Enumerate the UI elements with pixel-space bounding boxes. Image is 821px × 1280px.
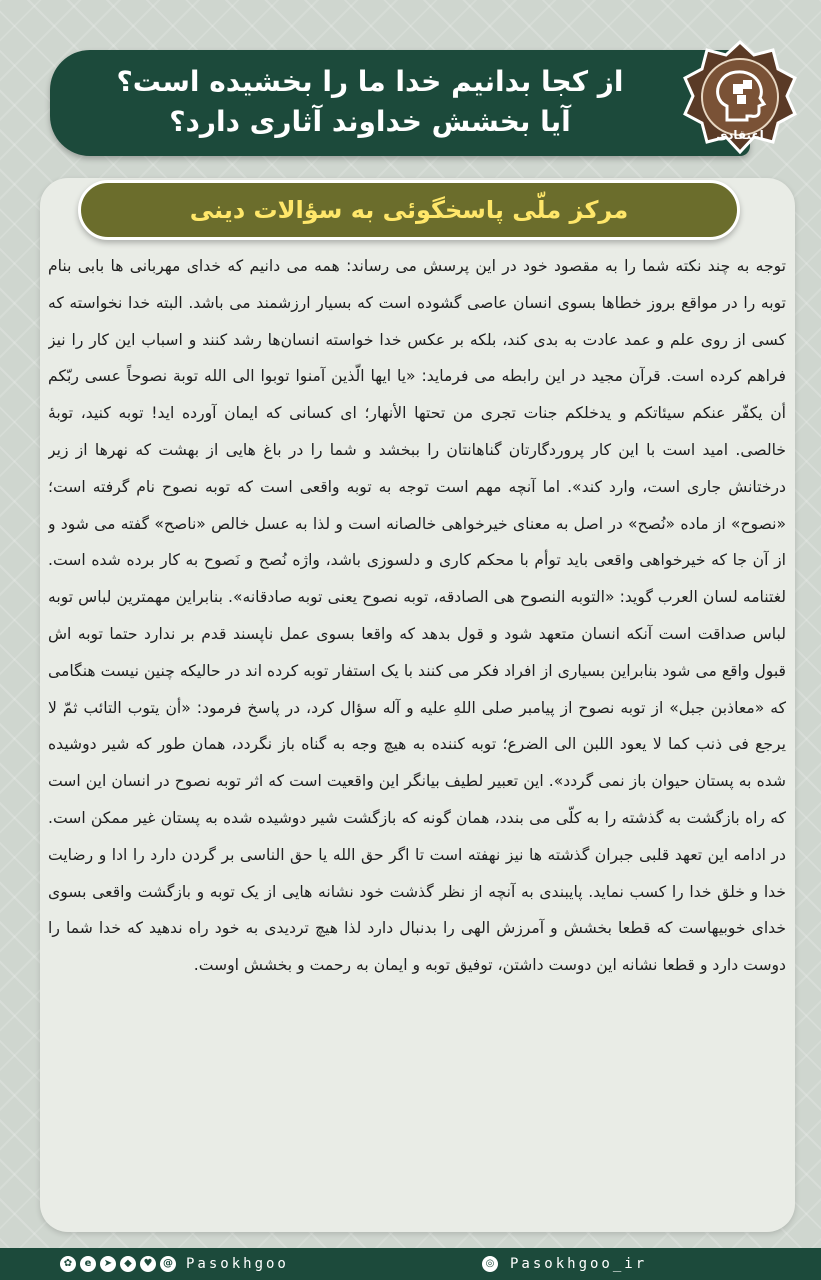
subtitle-banner: مرکز ملّی پاسخگوئی به سؤالات دینی (78, 180, 740, 240)
category-badge (681, 40, 799, 158)
rubika-icon[interactable]: ◆ (120, 1256, 136, 1272)
footer-bar (0, 1248, 821, 1280)
bale-icon[interactable]: ♥ (140, 1256, 156, 1272)
title-banner (50, 50, 750, 156)
footer-handle-right[interactable]: Pasokhgoo_ir (510, 1256, 648, 1272)
title-line-1: از کجا بدانیم خدا ما را بخشیده است؟ (116, 65, 624, 98)
footer-handle-left[interactable]: Pasokhgoo (186, 1256, 289, 1272)
instagram-icon[interactable]: ◎ (482, 1256, 498, 1272)
answer-text: توجه به چند نکته شما را به مقصود خود در این پرسش می رساند: همه می دانیم که خدای مهربانی ها بابی بنام توبه را در مواقع بروز خطاها بسوی انسان عاصی گشوده است که بسیار ارزشمند می باشد. البته خدا نخواسته که کسی از روی علم و عمد عادت به بدی کند، بلکه بر عکس خدا خواسته انسان‌ها رشد کنند و اسباب این کار را نیز فراهم کرده است. قرآن مجید در این رابطه می فرماید: «یا ایها الّذین آمنوا توبوا الی الله توبة نصوحاً عسی ربّکم أن یکفّر عنکم سیئاتکم و یدخلکم جنات تجری من تحتها الأنهار؛ ای کسانی که ایمان آورده اید! توبه کنید، توبهٔ خالصی. امید است با این کار پروردگارتان گناهانتان را ببخشد و شما را در باغ هایی از بهشت که نهرها از زیر درختانش جاری است، وارد کند». اما آنچه مهم است توجه به توبه واقعی است که توبه نصوح نام گرفته است؛ «نصوح» از ماده «نُصح» در اصل به معنای خیرخواهی خالصانه است و لذا به عسل خالص «ناصح» گفته می شود و از آن جا که خیرخواهی واقعی باید توأم با محکم کاری و دلسوزی باشد، واژه نُصح و نَصوح به کار برده شده است. لغتنامه لسان العرب گوید: «التوبه النصوح هی الصادقه، توبه نصوح یعنی توبه صادقانه». بنابراین مهمترین لباس توبه لباس صداقت است آنکه انسان متعهد شود و قول بدهد که واقعا بسوی عمل ناپسند قدم بر ندارد حتما توبه اش قبول واقع می شود بنابراین بسیاری از افراد فکر می کنند با یک استفار توبه کرده اند در حالیکه چنین نیست هنگامی که «معاذبن جبل» از توبه نصوح از پیامبر صلی اللهِ علیه و آله سؤال کرد، در پاسخ فرمود: «أن یتوب التائب ثمّ لا یرجع فی ذنب کما لا یعود اللبن الی الضرع؛ توبه کننده به هیچ وجه به گناه باز نگردد، همان طور که شیر دوشیده شده به پستان حیوان باز نمی گردد». این تعبیر لطیف بیانگر این واقعیت است که اثر توبه نصوح در انسان این است که راه بازگشت به گذشته را به کلّی می بندد، همان گونه که بازگشت شیر دوشیده شده به پستان غیر ممکن است. در ادامه این تعهد قلبی جبران گذشته ها نیز نهفته است تا اگر حق الله یا حق الناسی بر گردن دارد را ادا و رضایت خدا و خلق خدا را کسب نماید. پایبندی به آنچه از نظر گذشت خود نشانه هایی از یک توبه و بازگشت واقعی بسوی خدای خوبیهاست که قطعا بخشش و آمرزش الهی را بدنبال دارد لذا هیچ تردیدی به خود راه ندهید که خدا شما را دوست دارد و قطعا نشانه این دوست داشتن، توفیق توبه و ایمان به رحمت و بخشش اوست. (48, 257, 786, 975)
telegram-icon[interactable]: ➤ (100, 1256, 116, 1272)
footer-instagram (482, 1254, 647, 1274)
title-line-2: آیا بخشش خداوند آثاری دارد؟ (169, 105, 571, 138)
at-icon[interactable]: @ (160, 1256, 176, 1272)
footer-social-links (60, 1254, 289, 1274)
eitaa-icon[interactable]: e (80, 1256, 96, 1272)
badge-label: اعتقادی (716, 128, 764, 142)
aparat-icon[interactable]: ✿ (60, 1256, 76, 1272)
